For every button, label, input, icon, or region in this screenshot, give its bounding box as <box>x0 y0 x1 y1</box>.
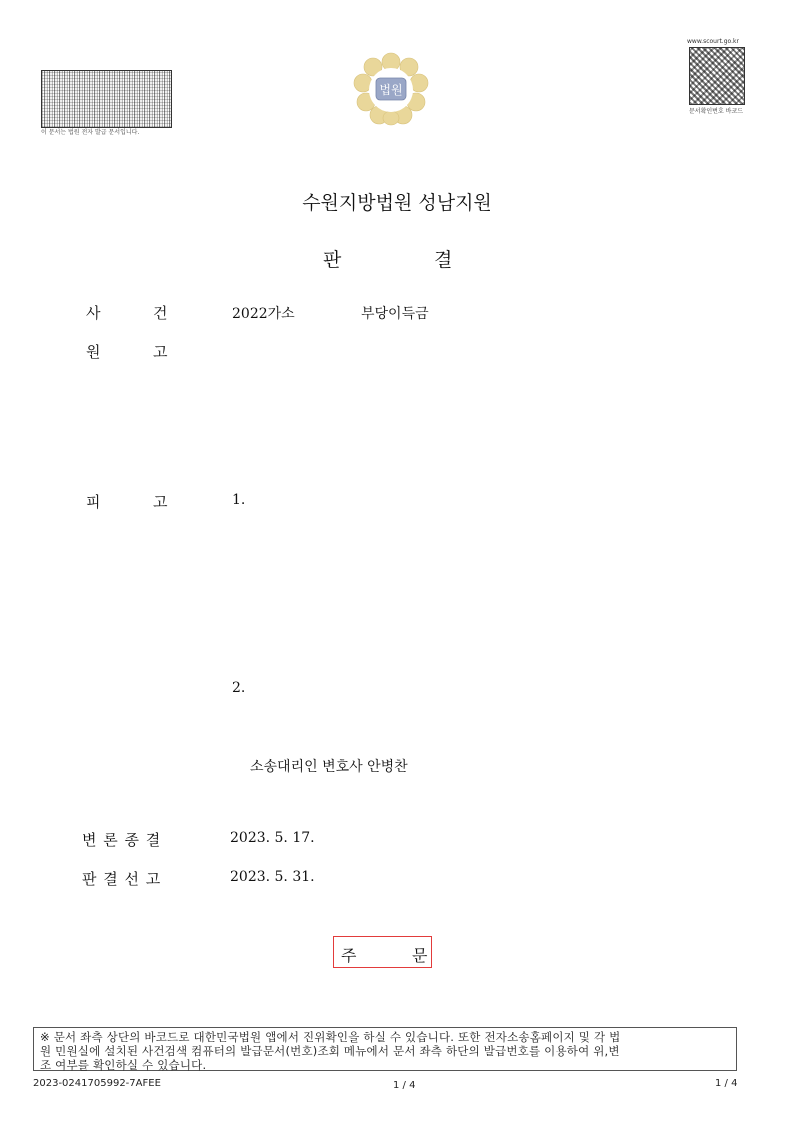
defendant-label-a: 피 <box>86 493 101 511</box>
hearing-end-date: 2023. 5. 17. <box>230 830 315 846</box>
footer-notice-line-3: 조 여부를 확인하실 수 있습니다. <box>40 1058 207 1072</box>
issue-number: 2023-0241705992-7AFEE <box>33 1078 161 1089</box>
case-number: 2022가소 <box>232 306 295 322</box>
order-heading-right: 문 <box>412 946 428 965</box>
order-heading-left: 주 <box>341 946 357 965</box>
document-barcode <box>41 70 172 128</box>
case-title: 부당이득금 <box>361 306 429 322</box>
footer-notice <box>33 1027 737 1071</box>
judgment-date: 2023. 5. 31. <box>230 869 315 885</box>
footer-notice-line-2: 원 민원실에 설치된 사건검색 컴퓨터의 발급문서(번호)조회 메뉴에서 문서 좌측 하단의 발급번호를 이용하여 위,변 <box>40 1044 620 1058</box>
defendant-label-b: 고 <box>153 493 168 511</box>
barcode-caption: 이 문서는 법원 전자 발급 문서입니다. <box>41 129 140 136</box>
doc-type-right: 결 <box>434 249 453 271</box>
plaintiff-label-b: 고 <box>153 343 168 361</box>
plaintiff-label-a: 원 <box>86 343 101 361</box>
defendant-item-2: 2. <box>232 680 246 696</box>
qr-caption: 문서확인번호 바코드 <box>689 108 744 115</box>
defendant-item-1: 1. <box>232 492 246 508</box>
seal-text: 법원 <box>379 83 403 97</box>
page-number-center: 1 / 4 <box>393 1080 416 1091</box>
defendant-counsel: 소송대리인 변호사 안병찬 <box>250 759 408 775</box>
qr-url: www.scourt.go.kr <box>687 38 739 45</box>
judgment-date-label: 판 결 선 고 <box>82 870 162 888</box>
page-number-right: 1 / 4 <box>715 1078 738 1089</box>
court-name: 수원지방법원 성남지원 <box>302 192 492 214</box>
court-seal-icon <box>352 52 430 126</box>
verification-qr-code <box>689 47 745 105</box>
case-label-b: 건 <box>153 304 168 322</box>
case-label-a: 사 <box>86 304 101 322</box>
hearing-end-label: 변 론 종 결 <box>82 831 162 849</box>
doc-type-left: 판 <box>323 249 342 271</box>
footer-notice-line-1: ※ 문서 좌측 상단의 바코드로 대한민국법원 앱에서 진위확인을 하실 수 있습니다. 또한 전자소송홈페이지 및 각 법 <box>40 1030 621 1044</box>
